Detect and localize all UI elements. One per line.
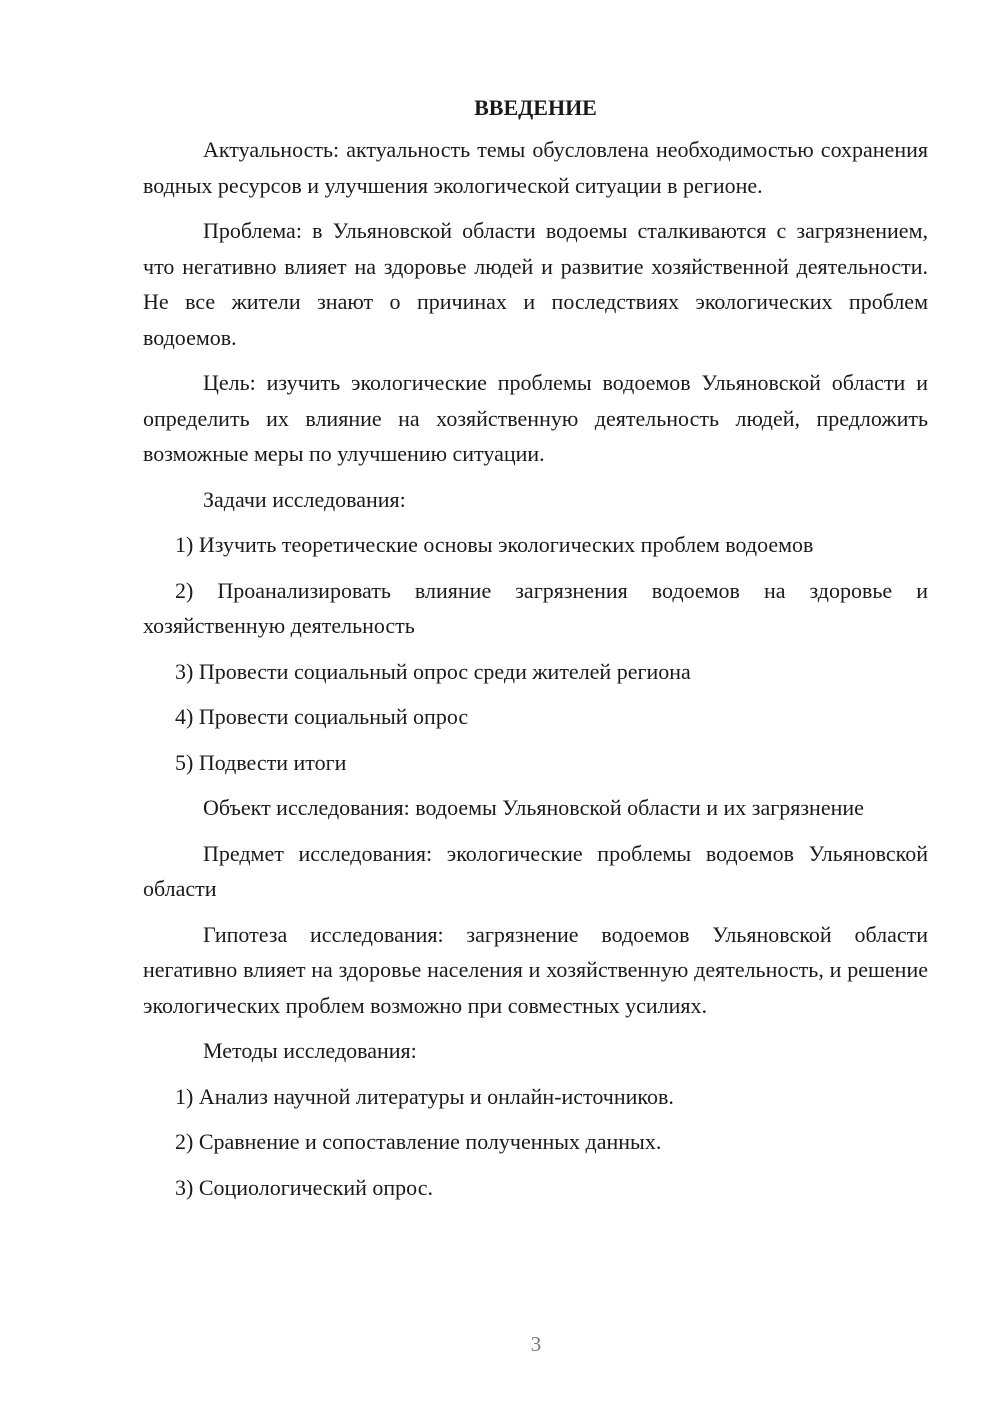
section-title: ВВЕДЕНИЕ [474,95,597,120]
task-item-3: 3) Провести социальный опрос среди жителей региона [175,658,691,684]
tasks-heading: Задачи исследования: [203,486,406,512]
relevance-paragraph: Актуальность: актуальность темы обусловлена необходимостью сохранения водных ресурсов и улучшения экологической ситуации в регионе. [143,137,928,198]
object-paragraph: Объект исследования: водоемы Ульяновской области и их загрязнение [203,795,864,820]
method-item-3: 3) Социологический опрос. [175,1174,433,1200]
method-item-1: 1) Анализ научной литературы и онлайн-источников. [175,1083,674,1109]
methods-heading: Методы исследования: [203,1038,417,1063]
document-page [143,90,928,1215]
task-item-1: 1) Изучить теоретические основы экологических проблем водоемов [175,532,814,557]
task-item-5: 5) Подвести итоги [175,749,347,775]
goal-paragraph: Цель: изучить экологические проблемы водоемов Ульяновской области и определить их влияние на хозяйственную деятельность людей, предложить возможные меры по улучшению ситуации. [143,370,928,466]
subject-paragraph: Предмет исследования: экологические проблемы водоемов Ульяновской области [143,840,928,901]
problem-paragraph: Проблема: в Ульяновской области водоемы сталкиваются с загрязнением, что негативно влияет на здоровье людей и развитие хозяйственной деятельности. Не все жители знают о причинах и последствиях экологических проблем водоемов. [143,218,928,350]
hypothesis-paragraph: Гипотеза исследования: загрязнение водоемов Ульяновской области негативно влияет на здоровье населения и хозяйственную деятельность, и решение экологических проблем возможно при совместных усилиях. [143,921,928,1018]
task-item-4: 4) Провести социальный опрос [175,704,469,729]
method-item-2: 2) Сравнение и сопоставление полученных данных. [175,1129,662,1154]
task-item-2: 2) Проанализировать влияние загрязнения водоемов на здоровье и хозяйственную деятельность [143,577,928,638]
page-number: 3 [530,1332,542,1356]
